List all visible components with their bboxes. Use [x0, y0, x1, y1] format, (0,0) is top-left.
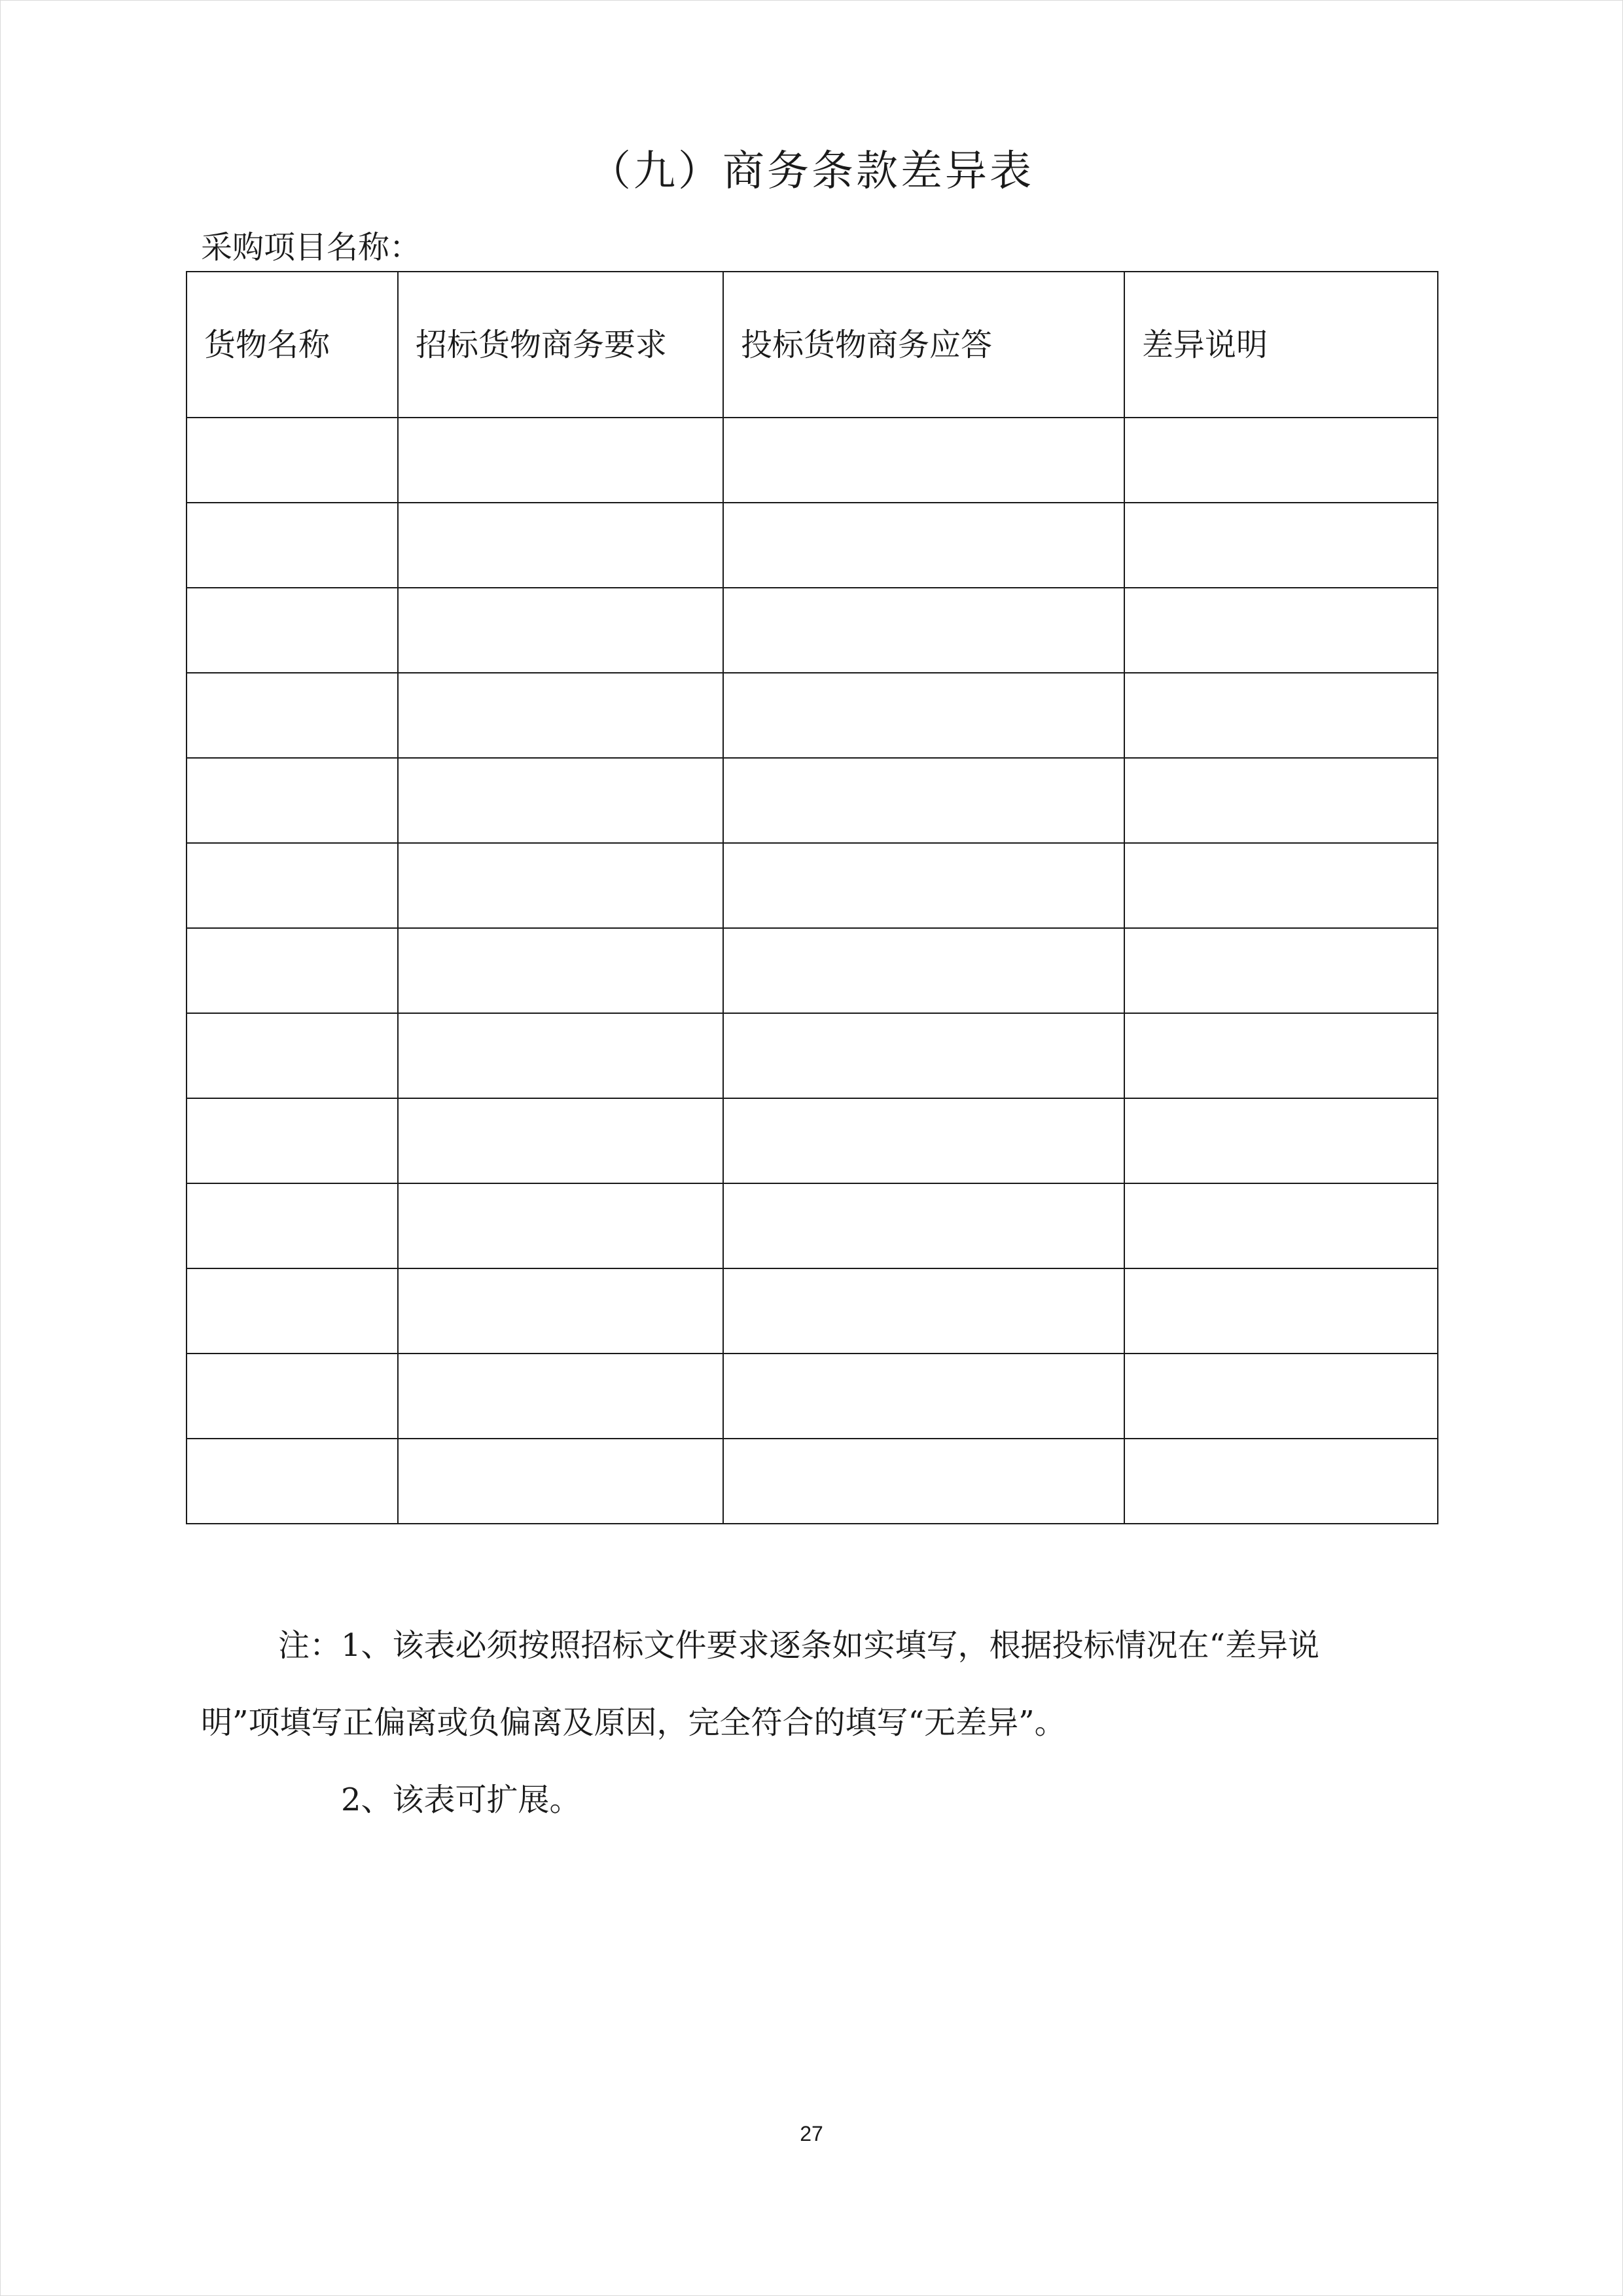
table-cell[interactable]: [398, 1268, 723, 1354]
table-row: [187, 418, 1438, 503]
table-cell[interactable]: [1124, 503, 1438, 588]
table-cell[interactable]: [1124, 1354, 1438, 1439]
table-row: [187, 1183, 1438, 1268]
table-row: [187, 503, 1438, 588]
table-cell[interactable]: [398, 928, 723, 1013]
table-cell[interactable]: [398, 1013, 723, 1098]
table-cell[interactable]: [398, 1439, 723, 1524]
table-cell[interactable]: [398, 673, 723, 758]
table-cell[interactable]: [1124, 928, 1438, 1013]
table-row: [187, 1354, 1438, 1439]
table-row: [187, 758, 1438, 843]
table-cell[interactable]: [723, 1183, 1124, 1268]
table-cell[interactable]: [1124, 1268, 1438, 1354]
table-cell[interactable]: [1124, 418, 1438, 503]
table-cell[interactable]: [723, 1268, 1124, 1354]
table-row: [187, 588, 1438, 673]
table-cell[interactable]: [187, 673, 398, 758]
table-cell[interactable]: [187, 1354, 398, 1439]
table-cell[interactable]: [398, 1183, 723, 1268]
table-cell[interactable]: [187, 1183, 398, 1268]
table-row: [187, 1439, 1438, 1524]
table-cell[interactable]: [187, 843, 398, 928]
table-header-row: [187, 272, 1438, 418]
table-cell[interactable]: [1124, 673, 1438, 758]
table-cell[interactable]: [723, 673, 1124, 758]
table-cell[interactable]: [187, 503, 398, 588]
table-row: [187, 673, 1438, 758]
table-cell[interactable]: [1124, 1439, 1438, 1524]
commercial-terms-difference-table: [186, 271, 1438, 1524]
table-cell[interactable]: [187, 1268, 398, 1354]
table-cell[interactable]: [187, 1098, 398, 1183]
table-cell[interactable]: [187, 758, 398, 843]
table-cell[interactable]: [723, 418, 1124, 503]
table-cell[interactable]: [398, 843, 723, 928]
table-cell[interactable]: [723, 1098, 1124, 1183]
note-2: 2、该表可扩展。: [341, 1782, 581, 1818]
table-cell[interactable]: [723, 928, 1124, 1013]
table-row: [187, 1013, 1438, 1098]
table-cell[interactable]: [723, 1013, 1124, 1098]
note-1: 注：1、该表必须按照招标文件要求逐条如实填写，根据投标情况在“差异说明”项填写正偏离或负偏离及原因，完全符合的填写“无差异”。: [201, 1627, 1320, 1741]
table-cell[interactable]: [723, 758, 1124, 843]
table-cell[interactable]: [1124, 843, 1438, 928]
table-cell[interactable]: [723, 843, 1124, 928]
table-cell[interactable]: [1124, 1183, 1438, 1268]
table-cell[interactable]: [723, 1354, 1124, 1439]
table-cell[interactable]: [398, 503, 723, 588]
table-cell[interactable]: [723, 588, 1124, 673]
page-number: 27: [800, 2122, 823, 2145]
table-cell[interactable]: [187, 928, 398, 1013]
table-cell[interactable]: [398, 1098, 723, 1183]
table-cell[interactable]: [398, 1354, 723, 1439]
header-tender-requirements: 招标货物商务要求: [398, 272, 723, 418]
table-cell[interactable]: [723, 1439, 1124, 1524]
table-row: [187, 1268, 1438, 1354]
project-name-label: 采购项目名称：: [201, 229, 421, 266]
table-cell[interactable]: [398, 418, 723, 503]
table-cell[interactable]: [187, 588, 398, 673]
table-cell[interactable]: [1124, 758, 1438, 843]
table-row: [187, 1098, 1438, 1183]
header-difference-description: 差异说明: [1124, 272, 1438, 418]
table-cell[interactable]: [398, 588, 723, 673]
table-cell[interactable]: [1124, 588, 1438, 673]
table-cell[interactable]: [187, 1439, 398, 1524]
header-goods-name: 货物名称: [187, 272, 398, 418]
table-cell[interactable]: [187, 418, 398, 503]
table-cell[interactable]: [187, 1013, 398, 1098]
header-bid-response: 投标货物商务应答: [723, 272, 1124, 418]
notes-section: [201, 1607, 1379, 1839]
table-cell[interactable]: [723, 503, 1124, 588]
table-row: [187, 843, 1438, 928]
document-title: （九）商务条款差异表: [589, 147, 1034, 196]
table-cell[interactable]: [1124, 1098, 1438, 1183]
table-cell[interactable]: [1124, 1013, 1438, 1098]
table-row: [187, 928, 1438, 1013]
table-cell[interactable]: [398, 758, 723, 843]
